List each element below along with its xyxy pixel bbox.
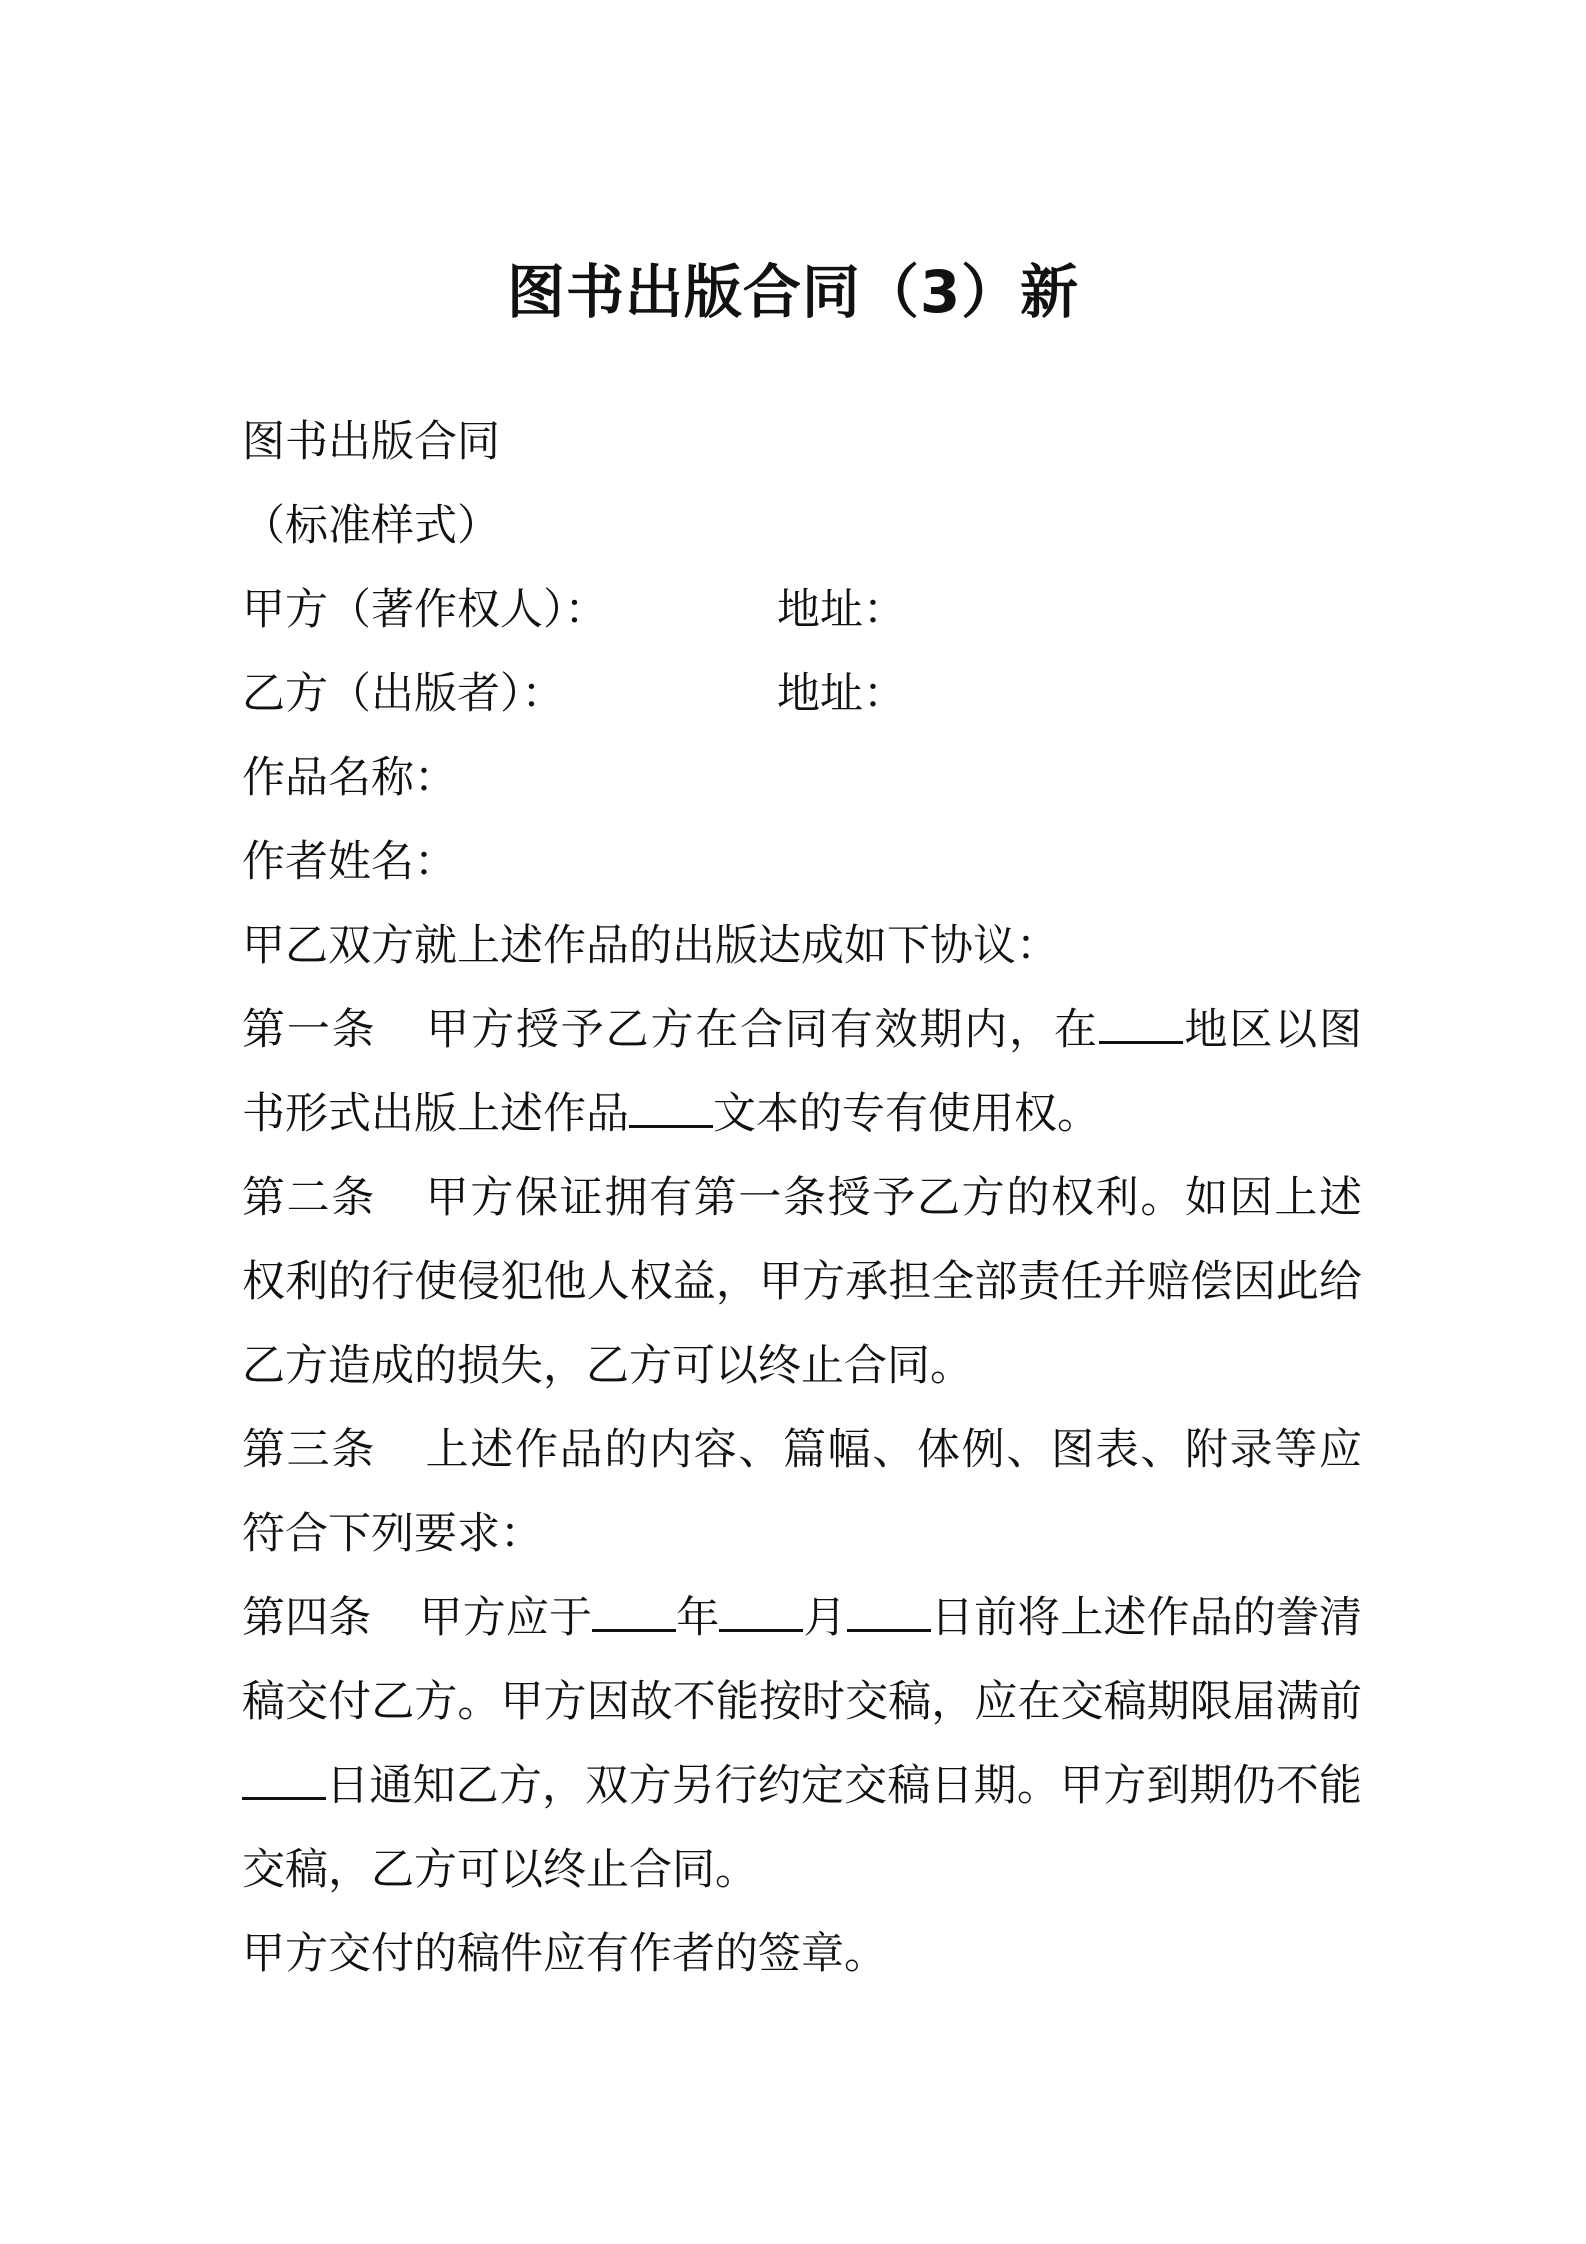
document-body <box>242 400 1362 1996</box>
article-2-label: 第二条 <box>242 1173 376 1223</box>
contract-subheading: （标准样式） <box>242 501 500 551</box>
blank-notice-days <box>242 1763 326 1800</box>
article-1-text-b: 地区以图书形式出版上述作品 <box>242 1005 1363 1139</box>
blank-month <box>719 1595 803 1632</box>
blank-edition <box>629 1091 713 1128</box>
blank-day <box>847 1595 931 1632</box>
article-1 <box>242 988 1362 1156</box>
preamble: 甲乙双方就上述作品的出版达成如下协议： <box>242 921 1059 971</box>
article-4-text-c: 月 <box>803 1593 847 1643</box>
article-4-text-d: 日前将上述作品的誊清稿交付乙方。甲方因故不能按时交稿，应在交稿期限届满前 <box>242 1593 1363 1727</box>
article-4-text-a: 甲方应于 <box>419 1593 593 1643</box>
article-4 <box>242 1576 1362 1912</box>
document-title: 图书出版合同（3）新 <box>506 258 1080 326</box>
article-4-text-e: 日通知乙方，双方另行约定交稿日期。甲方到期仍不能交稿，乙方可以终止合同。 <box>242 1761 1362 1895</box>
author-name-label: 作者姓名： <box>242 837 457 887</box>
article-3-text: 上述作品的内容、篇幅、体例、图表、附录等应符合下列要求： <box>242 1425 1362 1559</box>
party-a-address-label: 地址： <box>777 585 906 635</box>
article-4-text-b: 年 <box>676 1593 720 1643</box>
blank-region <box>1099 1007 1183 1044</box>
party-b-label: 乙方（出版者）： <box>242 669 565 719</box>
article-1-text-c: 文本的专有使用权。 <box>713 1089 1100 1139</box>
article-2-text: 甲方保证拥有第一条授予乙方的权利。如因上述权利的行使侵犯他人权益，甲方承担全部责任并赔偿因此给乙方造成的损失，乙方可以终止合同。 <box>242 1173 1362 1391</box>
article-3-label: 第三条 <box>242 1425 376 1475</box>
article-1-text-a: 甲方授予乙方在合同有效期内，在 <box>424 1005 1099 1055</box>
party-a-row <box>242 568 1362 652</box>
party-a-label: 甲方（著作权人）： <box>242 585 608 635</box>
article-1-label: 第一条 <box>242 1005 377 1055</box>
article-3 <box>242 1408 1362 1576</box>
contract-heading: 图书出版合同 <box>242 417 500 467</box>
party-b-address-label: 地址： <box>777 669 906 719</box>
article-4-label: 第四条 <box>242 1593 372 1643</box>
blank-year <box>592 1595 676 1632</box>
signature-clause: 甲方交付的稿件应有作者的签章。 <box>242 1929 887 1979</box>
work-title-label: 作品名称： <box>242 753 457 803</box>
party-b-row <box>242 652 1362 736</box>
article-2 <box>242 1156 1362 1408</box>
